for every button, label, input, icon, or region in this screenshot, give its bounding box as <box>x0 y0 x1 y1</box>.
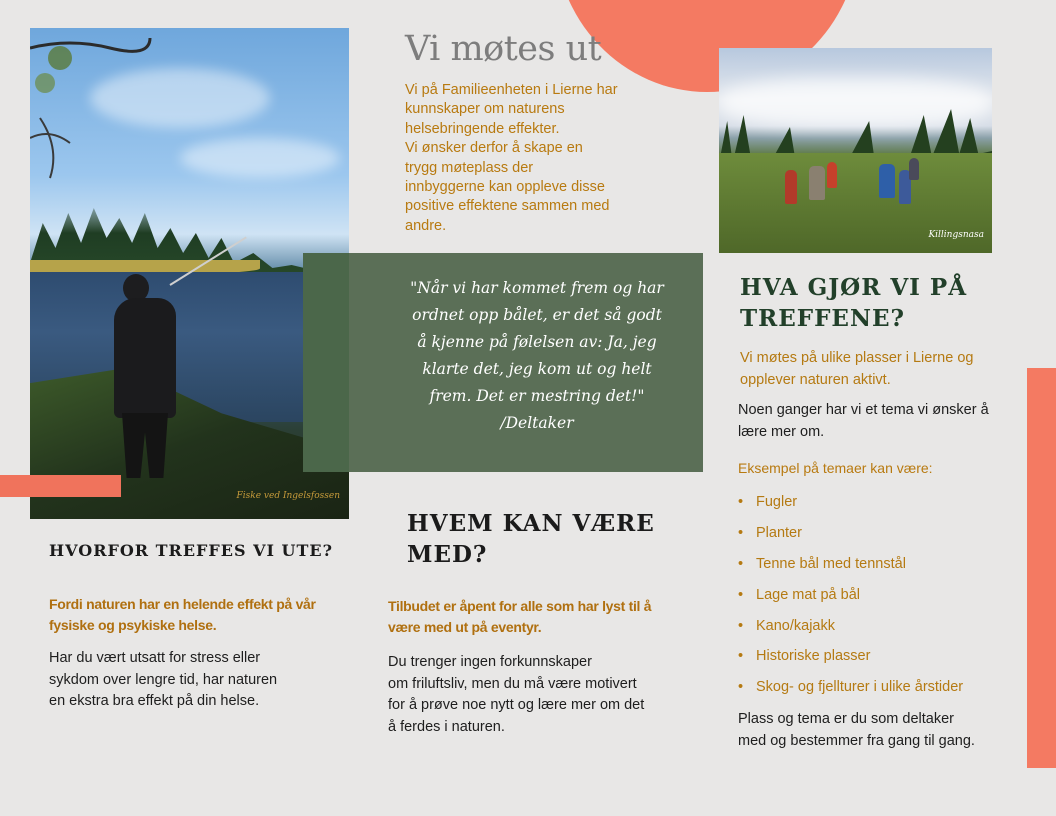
photo-caption-fishing: Fiske ved Ingelsfossen <box>236 491 340 501</box>
bullet-icon: • <box>738 617 744 634</box>
photo-hiking <box>719 48 992 253</box>
list-item <box>738 521 1018 552</box>
quote-box-overlap <box>303 253 349 472</box>
who-body: Du trenger ingen forkunnskaper om friluftsliv, men du må være motivert for å prøve noe nytt og lære mer om det å ferdes i naturen. <box>388 654 645 735</box>
participant-quote: "Når vi har kommet frem og har ordnet opp bålet, er det så godt å kjenne på følelsen av: Ja, jeg klarte det, jeg kom ut og helt frem. Det er mestring det!" /Deltaker <box>410 279 664 432</box>
bullet-icon: • <box>738 494 744 510</box>
bullet-icon: • <box>738 648 744 665</box>
decorative-bar-right <box>1027 368 1056 768</box>
topic-label: Tenne bål med tennstål <box>756 555 906 572</box>
list-item <box>738 583 1018 614</box>
topic-label: Planter <box>756 524 802 541</box>
topic-label: Kano/kajakk <box>756 617 835 634</box>
photo-fishing <box>30 28 349 519</box>
list-item <box>738 644 1018 675</box>
list-item <box>738 614 1018 645</box>
bullet-icon: • <box>738 524 744 541</box>
topic-label: Skog- og fjellturer i ulike årstider <box>756 679 964 696</box>
why-subtitle: Fordi naturen har en helende effekt på vår fysiske og psykiske helse. <box>49 596 316 633</box>
what-heading: HVA GJØR VI PÅ TREFFENE? <box>740 274 968 332</box>
topic-label: Historiske plasser <box>756 648 871 665</box>
topic-list <box>738 490 1018 706</box>
closing-text: Plass og tema er du som deltaker med og bestemmer fra gang til gang. <box>738 711 975 749</box>
intro-text: Vi på Familieenheten i Lierne har kunnskaper om naturens helsebringende effekter. Vi ønsker derfor å skape en trygg møteplass der innbyggerne kan oppleve disse positive effektene sammen med andre. <box>405 82 618 234</box>
who-heading: HVEM KAN VÆRE MED? <box>407 510 655 568</box>
decorative-bar-left <box>0 475 121 497</box>
photo-caption-hiking: Killingsnasa <box>928 230 984 240</box>
intro-title: Vi møtes ut <box>405 29 602 69</box>
why-heading: HVORFOR TREFFES VI UTE? <box>49 541 333 560</box>
bullet-icon: • <box>738 679 744 696</box>
what-body: Noen ganger har vi et tema vi ønsker å lære mer om. <box>738 402 989 440</box>
examples-label: Eksempel på temaer kan være: <box>738 460 933 476</box>
bullet-icon: • <box>738 586 744 603</box>
who-subtitle: Tilbudet er åpent for alle som har lyst til å være med ut på eventyr. <box>388 598 652 635</box>
list-item <box>738 490 1018 521</box>
what-subtitle: Vi møtes på ulike plasser i Lierne og opplever naturen aktivt. <box>740 350 974 388</box>
list-item <box>738 552 1018 583</box>
topic-label: Fugler <box>756 494 798 510</box>
why-body: Har du vært utsatt for stress eller sykdom over lengre tid, har naturen en ekstra bra effekt på din helse. <box>49 650 278 709</box>
bullet-icon: • <box>738 555 744 572</box>
topic-label: Lage mat på bål <box>756 586 860 603</box>
list-item <box>738 675 1018 706</box>
